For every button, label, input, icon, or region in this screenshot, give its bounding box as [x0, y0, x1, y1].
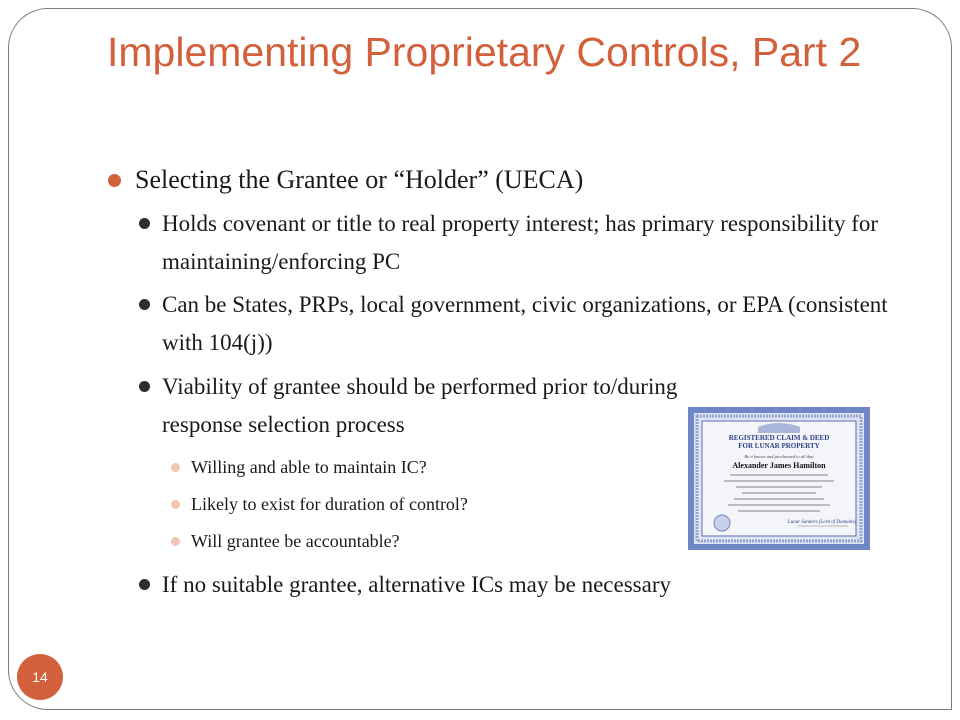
sub-bullet-viability	[162, 368, 682, 444]
certificate-intro: Be it known and proclaimed to all that	[744, 454, 814, 459]
certificate-heading-1: REGISTERED CLAIM & DEED	[728, 434, 830, 442]
sub-sub-bullet	[191, 491, 691, 517]
page-number-badge: 14	[17, 654, 63, 700]
bullet-marker	[139, 381, 150, 392]
slide-title: Implementing Proprietary Controls, Part 2	[107, 29, 862, 75]
bullet-selecting-grantee	[135, 163, 915, 197]
bullet-text: Will grantee be accountable?	[191, 531, 400, 551]
bullet-text: Holds covenant or title to real property interest; has primary responsibility for maintaining/enforcing PC	[162, 211, 879, 274]
certificate-signature: Lunar Sanders (Lord of Domains)	[787, 520, 857, 525]
bullet-marker	[171, 500, 180, 509]
bullet-text: Selecting the Grantee or “Holder” (UECA)	[135, 165, 584, 194]
bullet-text: Can be States, PRPs, local government, civic organizations, or EPA (consistent with 104(j))	[162, 292, 888, 355]
bullet-marker	[139, 299, 150, 310]
bullet-text: Viability of grantee should be performed prior to/during response selection process	[162, 374, 678, 437]
bullet-marker	[139, 218, 150, 229]
bullet-text: Willing and able to maintain IC?	[191, 457, 427, 477]
sub-bullet-can-be-states	[162, 286, 892, 362]
bullet-marker	[171, 537, 180, 546]
sub-sub-bullet	[191, 528, 691, 554]
certificate-image	[688, 407, 870, 550]
bullet-text: Likely to exist for duration of control?	[191, 494, 468, 514]
certificate-name: Alexander James Hamilton	[732, 461, 826, 470]
certificate-heading-2: FOR LUNAR PROPERTY	[738, 442, 820, 450]
bullet-marker	[108, 174, 121, 187]
sub-bullet-holds-covenant	[162, 205, 892, 281]
bullet-marker	[139, 579, 150, 590]
bullet-marker	[171, 463, 180, 472]
certificate-seal	[714, 515, 730, 531]
sub-sub-bullet	[191, 454, 691, 480]
bullet-text: If no suitable grantee, alternative ICs may be necessary	[162, 572, 671, 597]
sub-bullet-no-suitable-grantee	[162, 566, 892, 604]
